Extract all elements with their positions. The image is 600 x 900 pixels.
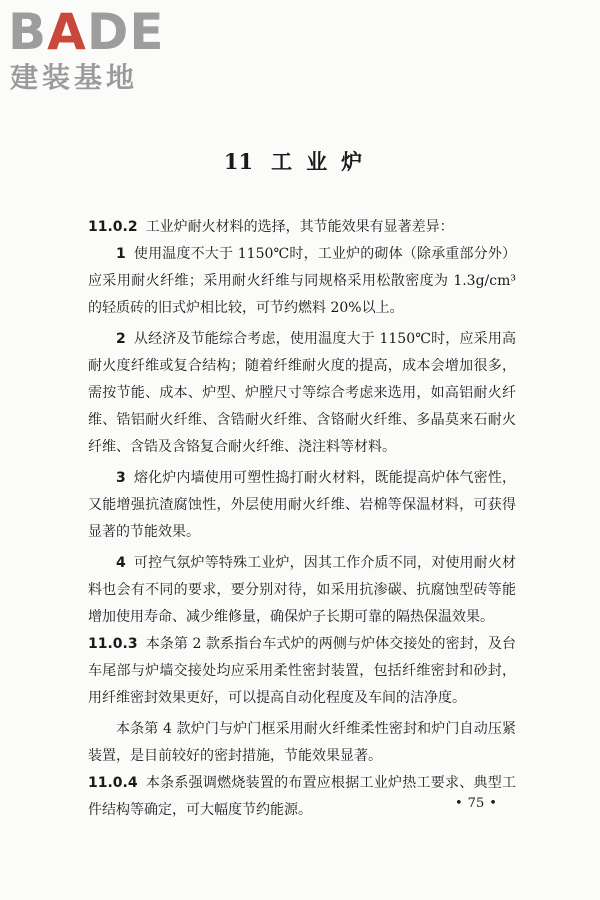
clause-text: 本条系强调燃烧装置的布置应根据工业炉热工要求、典型工件结构等确定，可大幅度节约能源。 <box>88 775 516 818</box>
page-number-value: 75 <box>467 796 485 811</box>
item-number: 2 <box>116 331 126 347</box>
logo-letter-a: A <box>47 3 87 61</box>
clause-11-0-3 <box>88 631 516 712</box>
document-body <box>88 214 516 824</box>
chapter-heading <box>0 148 600 176</box>
chapter-number: 11 <box>223 149 254 174</box>
item-text: 使用温度不大于 1150℃时，工业炉的砌体（除承重部分外）应采用耐火纤维；采用耐火纤维与同规格采用松散密度为 1.3g/cm³的轻质砖的旧式炉相比较，可节约燃料 20%以上。 <box>88 246 516 316</box>
item-text: 从经济及节能综合考虑，使用温度大于 1150℃时，应采用高耐火度纤维或复合结构；随着纤维耐火度的提高，成本会增加很多，需按节能、成本、炉型、炉膛尺寸等综合考虑来选用，如高铝耐火纤维、锆铝耐火纤维、含锆耐火纤维、含铬耐火纤维、多晶莫来石耐火纤维、含锆及含铬复合耐火纤维、浇注料等材料。 <box>88 331 516 455</box>
clause-number: 11.0.2 <box>88 219 138 235</box>
page-dot-right: • <box>489 796 497 811</box>
clause-text: 工业炉耐火材料的选择，其节能效果有显著差异： <box>145 219 454 235</box>
clause-number: 11.0.4 <box>88 775 138 791</box>
clause-item-2 <box>88 326 516 461</box>
logo-letters-de: DE <box>86 3 165 61</box>
item-number: 4 <box>116 555 126 571</box>
item-number: 1 <box>116 246 126 262</box>
chapter-title: 工业炉 <box>271 149 377 174</box>
clause-text: 本条第 2 款系指台车式炉的两侧与炉体交接处的密封，及台车尾部与炉墙交接处均应采用柔性密封装置，包括纤维密封和砂封，用纤维密封效果更好，可以提高自动化程度及车间的洁净度。 <box>88 636 516 706</box>
clause-item-3 <box>88 465 516 546</box>
clause-item-1 <box>88 241 516 322</box>
logo-letter-b: B <box>8 3 48 61</box>
logo-wordmark <box>8 3 165 61</box>
item-number: 3 <box>116 470 126 486</box>
watermark-logo <box>8 3 188 106</box>
clause-11-0-2 <box>88 214 516 241</box>
page-number <box>450 795 502 813</box>
page-dot-left: • <box>455 796 463 811</box>
clause-number: 11.0.3 <box>88 636 138 652</box>
clause-11-0-3-para2: 本条第 4 款炉门与炉门框采用耐火纤维柔性密封和炉门自动压紧装置，是目前较好的密封措施，节能效果显著。 <box>88 721 516 764</box>
item-text: 熔化炉内墙使用可塑性捣打耐火材料，既能提高炉体气密性，又能增强抗渣腐蚀性，外层使用耐火纤维、岩棉等保温材料，可获得显著的节能效果。 <box>88 470 516 540</box>
clause-item-4 <box>88 550 516 631</box>
logo-subtitle: 建装基地 <box>10 61 139 94</box>
item-text: 可控气氛炉等特殊工业炉，因其工作介质不同，对使用耐火材料也会有不同的要求，要分别对待，如采用抗渗碳、抗腐蚀型砖等能增加使用寿命、减少维修量，确保炉子长期可靠的隔热保温效果。 <box>88 555 516 625</box>
